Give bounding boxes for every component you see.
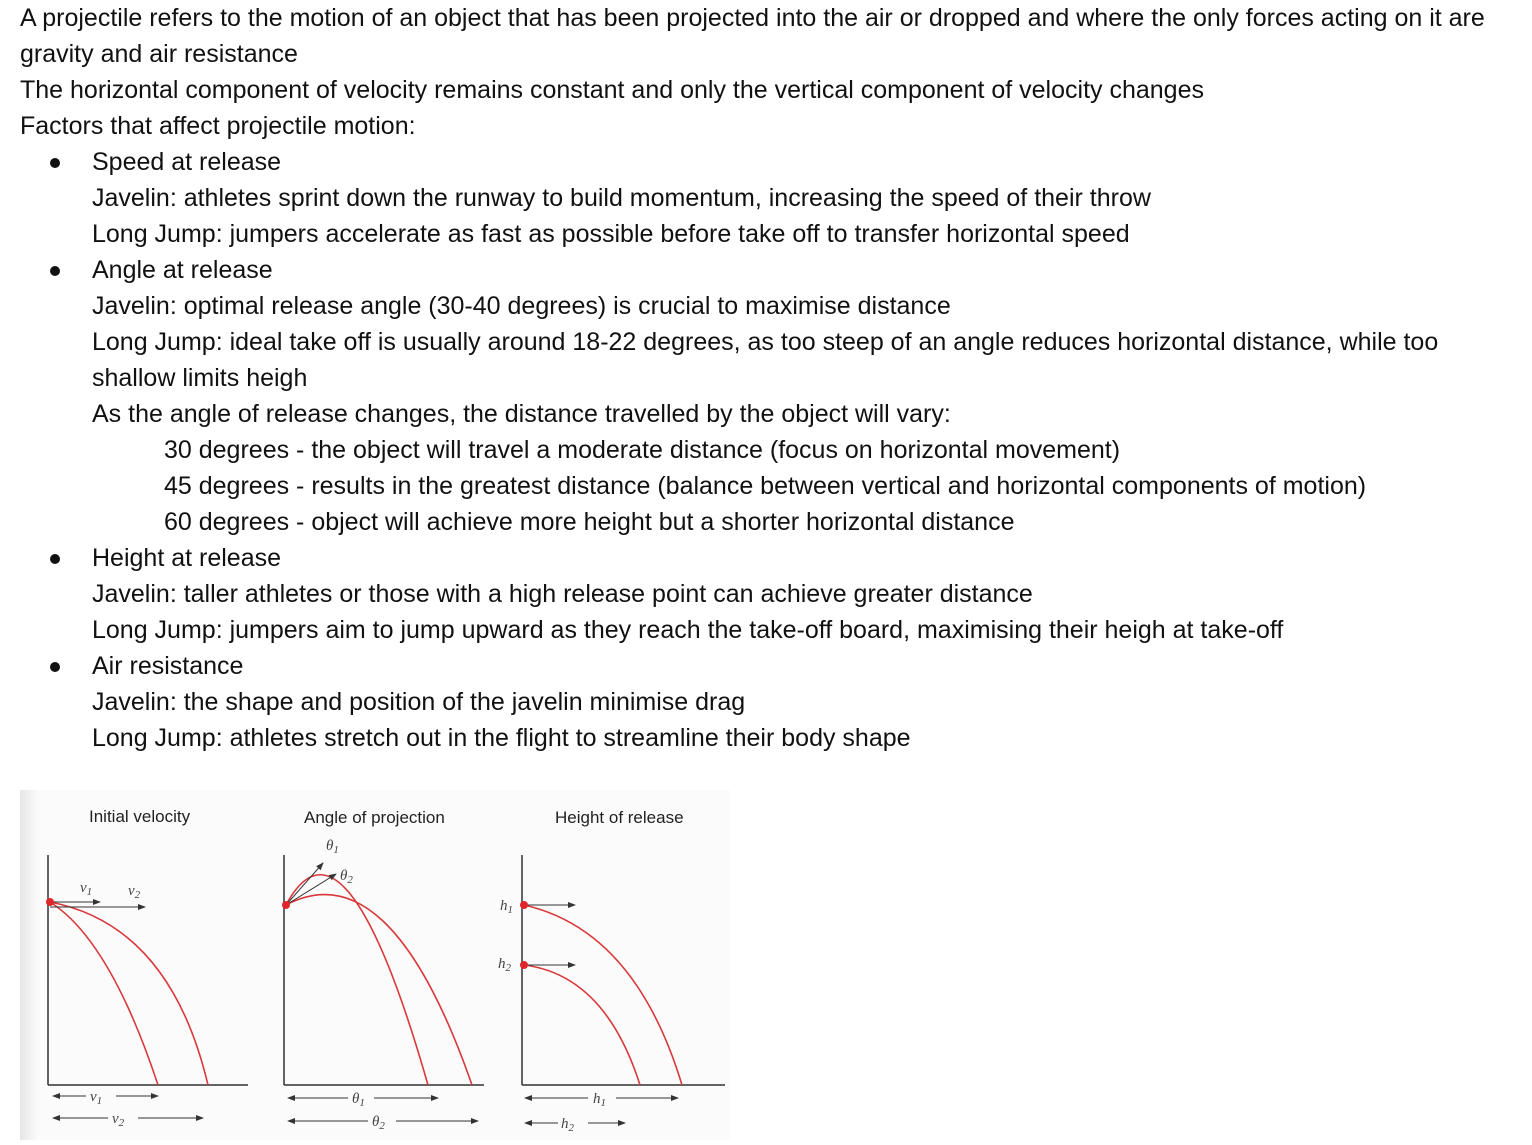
factor-line: Long Jump: athletes stretch out in the flight to streamline their body shape bbox=[92, 724, 911, 752]
panel-title: Angle of projection bbox=[304, 808, 445, 827]
release-point-dot bbox=[46, 898, 54, 906]
panel-height-of-release bbox=[498, 808, 725, 1134]
panel-angle-of-projection bbox=[282, 808, 484, 1132]
factor-line: Javelin: the shape and position of the javelin minimise drag bbox=[92, 688, 746, 716]
label-theta2: $\theta_2$ bbox=[340, 868, 353, 886]
factor-title: Speed at release bbox=[92, 148, 282, 176]
label-theta1: $\theta_1$ bbox=[326, 838, 339, 856]
factor-line: Javelin: optimal release angle (30-40 degrees) is crucial to maximise distance bbox=[92, 292, 951, 320]
factor-title: Angle at release bbox=[92, 256, 273, 284]
release-point-dot bbox=[282, 901, 290, 909]
document-body bbox=[20, 0, 1520, 756]
factor-height bbox=[20, 540, 1520, 648]
range-label-h1: $h_1$ bbox=[593, 1091, 606, 1109]
trajectory-v1 bbox=[50, 902, 158, 1085]
bullet-dot bbox=[50, 554, 60, 564]
angle-subline-30: 30 degrees - the object will travel a moderate distance (focus on horizontal movement) bbox=[164, 436, 1121, 464]
factor-speed bbox=[20, 144, 1520, 252]
trajectory-v2 bbox=[50, 902, 208, 1085]
panel-title: Initial velocity bbox=[89, 807, 191, 826]
bullet-dot bbox=[50, 158, 60, 168]
angle-arrow-theta2 bbox=[286, 874, 336, 905]
bullet-dot bbox=[50, 662, 60, 672]
factor-angle bbox=[20, 252, 1520, 540]
factor-line: Long Jump: ideal take off is usually around 18-22 degrees, as too steep of an angle reduces horizontal distance, while too shallow limits heigh bbox=[92, 328, 1439, 392]
trajectory-h2 bbox=[524, 965, 640, 1085]
angle-subline-45: 45 degrees - results in the greatest distance (balance between vertical and horizontal components of motion) bbox=[164, 472, 1367, 500]
factor-line: Javelin: taller athletes or those with a high release point can achieve greater distance bbox=[92, 580, 1033, 608]
label-h1: $h_1$ bbox=[500, 898, 513, 916]
scan-edge bbox=[20, 790, 38, 1140]
range-label-theta1: $\theta_1$ bbox=[352, 1091, 365, 1109]
panel-initial-velocity bbox=[46, 807, 248, 1129]
factor-title: Air resistance bbox=[92, 652, 244, 680]
intro-definition: A projectile refers to the motion of an object that has been projected into the air or dropped and where the only forces acting on it are gravity and air resistance bbox=[20, 4, 1485, 68]
factor-air-resistance bbox=[20, 648, 1520, 756]
range-label-v1: $v_1$ bbox=[90, 1089, 103, 1107]
factor-line: Javelin: athletes sprint down the runway to build momentum, increasing the speed of their throw bbox=[92, 184, 1151, 212]
release-point-h2-dot bbox=[520, 961, 528, 969]
trajectory-theta2 bbox=[286, 895, 472, 1085]
factor-line: As the angle of release changes, the distance travelled by the object will vary: bbox=[92, 400, 951, 428]
label-v2: $v_2$ bbox=[128, 883, 141, 901]
angle-arrow-theta1 bbox=[286, 863, 323, 905]
factors-list bbox=[20, 144, 1520, 756]
trajectory-h1 bbox=[524, 905, 682, 1085]
factors-heading: Factors that affect projectile motion: bbox=[20, 112, 416, 140]
factor-title: Height at release bbox=[92, 544, 282, 572]
range-label-h2: $h_2$ bbox=[561, 1116, 574, 1134]
label-h2: $h_2$ bbox=[498, 956, 511, 974]
release-point-h1-dot bbox=[520, 901, 528, 909]
panel-title: Height of release bbox=[555, 808, 684, 827]
intro-velocity-components: The horizontal component of velocity remains constant and only the vertical component of velocity changes bbox=[20, 76, 1204, 104]
angle-subline-60: 60 degrees - object will achieve more height but a shorter horizontal distance bbox=[164, 508, 1015, 536]
factor-line: Long Jump: jumpers aim to jump upward as they reach the take-off board, maximising their heigh at take-off bbox=[92, 616, 1284, 644]
projectile-diagram-svg bbox=[20, 790, 730, 1140]
trajectory-theta1 bbox=[286, 875, 428, 1085]
range-label-v2: $v_2$ bbox=[112, 1111, 125, 1129]
projectile-diagram bbox=[20, 790, 730, 1140]
factor-line: Long Jump: jumpers accelerate as fast as possible before take off to transfer horizontal speed bbox=[92, 220, 1130, 248]
label-v1: $v_1$ bbox=[80, 880, 93, 898]
bullet-dot bbox=[50, 266, 60, 276]
range-label-theta2: $\theta_2$ bbox=[372, 1114, 385, 1132]
